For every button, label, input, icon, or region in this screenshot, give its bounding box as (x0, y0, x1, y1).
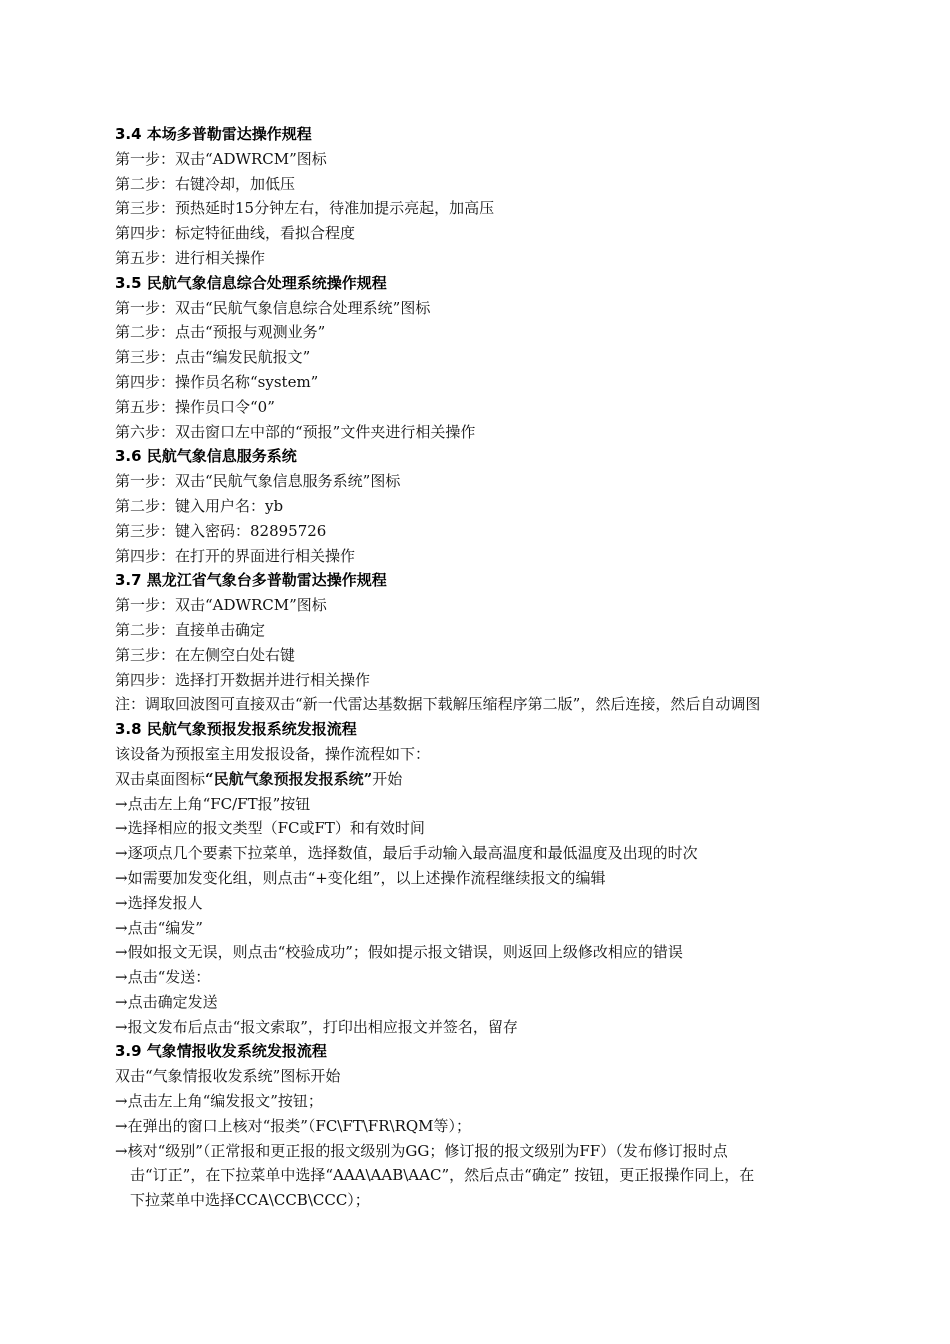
s39-intro: 双击“气象情报收发系统”图标开始 (115, 1067, 341, 1086)
section-heading-3-5: 3.5 民航气象信息综合处理系统操作规程 (115, 273, 387, 292)
s36-step-2: 第二步：键入用户名：yb (115, 496, 284, 515)
section-heading-3-4: 3.4 本场多普勒雷达操作规程 (115, 125, 312, 143)
section-heading-3-9 (115, 1039, 860, 1064)
s34-step-4: 第四步：标定特征曲线，看拟合程度 (115, 224, 356, 243)
s36-step-1: 第一步：双击“民航气象信息服务系统”图标 (115, 472, 401, 491)
s39-step-3-line-3: 下拉菜单中选择CCA\CCB\CCC）； (130, 1191, 370, 1210)
s38-step-3: →逐项点几个要素下拉菜单，选择数值，最后手动输入最高温度和最低温度及出现的时次 (115, 844, 698, 863)
s34-step-5: 第五步：进行相关操作 (115, 248, 266, 267)
section-heading-3-7: 3.7 黑龙江省气象台多普勒雷达操作规程 (115, 571, 387, 590)
s37-step-4: 第四步：选择打开数据并进行相关操作 (115, 670, 371, 689)
s35-step-1: 第一步：双击“民航气象信息综合处理系统”图标 (115, 298, 431, 317)
s38-start (115, 767, 860, 792)
s38-step-1: →点击左上角“FC/FT报”按钮 (115, 794, 311, 813)
section-heading-3-6: 3.6 民航气象信息服务系统 (115, 447, 297, 466)
s38-start-prefix: 双击桌面图标 (115, 769, 206, 788)
s37-note: 注：调取回波图可直接双击“新一代雷达基数据下载解压缩程序第二版”，然后连接，然后自动调图 (115, 695, 761, 714)
s34-step-1: 第一步：双击“ADWRCM”图标 (115, 149, 327, 168)
s35-step-4: 第四步：操作员名称“system” (115, 372, 319, 391)
s37-step-3: 第三步：在左侧空白处右键 (115, 645, 296, 664)
s34-step-3: 第三步：预热延时15分钟左右，待准加提示亮起，加高压 (115, 199, 495, 218)
s38-step-7: →假如报文无误，则点击“校验成功”；假如提示报文错误，则返回上级修改相应的错误 (115, 943, 683, 962)
s39-step-1: →点击左上角“编发报文”按钮； (115, 1092, 323, 1111)
s39-step-2: →在弹出的窗口上核对“报类”（FC\FT\FR\RQM等）； (115, 1116, 472, 1135)
s38-step-6: →点击“编发” (115, 918, 203, 937)
s38-step-8: →点击“发送： (115, 968, 211, 987)
s39-title-part-a: 3.9 气象 (115, 1042, 177, 1061)
s37-step-2: 第二步：直接单击确定 (115, 620, 266, 639)
s38-start-suffix: 开始 (372, 769, 403, 788)
s36-step-3: 第三步：键入密码：82895726 (115, 521, 327, 540)
s35-step-3: 第三步：点击“编发民航报文” (115, 348, 311, 367)
s38-step-9: →点击确定发送 (115, 992, 218, 1011)
s38-step-5: →选择发报人 (115, 893, 203, 912)
s39-title-part-b: 情报收发 (176, 1042, 237, 1061)
s39-step-3-line-2: 击“订正”，在下拉菜单中选择“AAA\AAB\AAC”，然后点击“确定” 按钮，更正报操作同上，在 (130, 1166, 755, 1185)
s38-step-2: →选择相应的报文类型（FC或FT）和有效时间 (115, 819, 425, 838)
s38-intro: 该设备为预报室主用发报设备，操作流程如下： (115, 744, 431, 763)
s36-step-4: 第四步：在打开的界面进行相关操作 (115, 546, 356, 565)
s34-step-2: 第二步：右键冷却，加低压 (115, 174, 296, 193)
s35-step-2: 第二步：点击“预报与观测业务” (115, 323, 326, 342)
s35-step-5: 第五步：操作员口令“0” (115, 397, 275, 416)
s38-start-system-name: “民航气象预报发报系统” (205, 769, 373, 788)
s37-step-1: 第一步：双击“ADWRCM”图标 (115, 596, 327, 615)
section-heading-3-8: 3.8 民航气象预报发报系统发报流程 (115, 720, 357, 739)
s35-step-6: 第六步：双击窗口左中部的“预报”文件夹进行相关操作 (115, 422, 476, 441)
document-body (115, 122, 860, 1213)
s38-step-10: →报文发布后点击“报文索取”，打印出相应报文并签名，留存 (115, 1017, 518, 1036)
s38-step-4: →如需要加发变化组，则点击“+变化组”，以上述操作流程继续报文的编辑 (115, 868, 606, 887)
s39-step-3-line-1: →核对“级别”（正常报和更正报的报文级别为GG；修订报的报文级别为FF）（发布修订报时点 (115, 1141, 728, 1160)
s39-title-part-c: 系统发报流程 (236, 1042, 327, 1061)
